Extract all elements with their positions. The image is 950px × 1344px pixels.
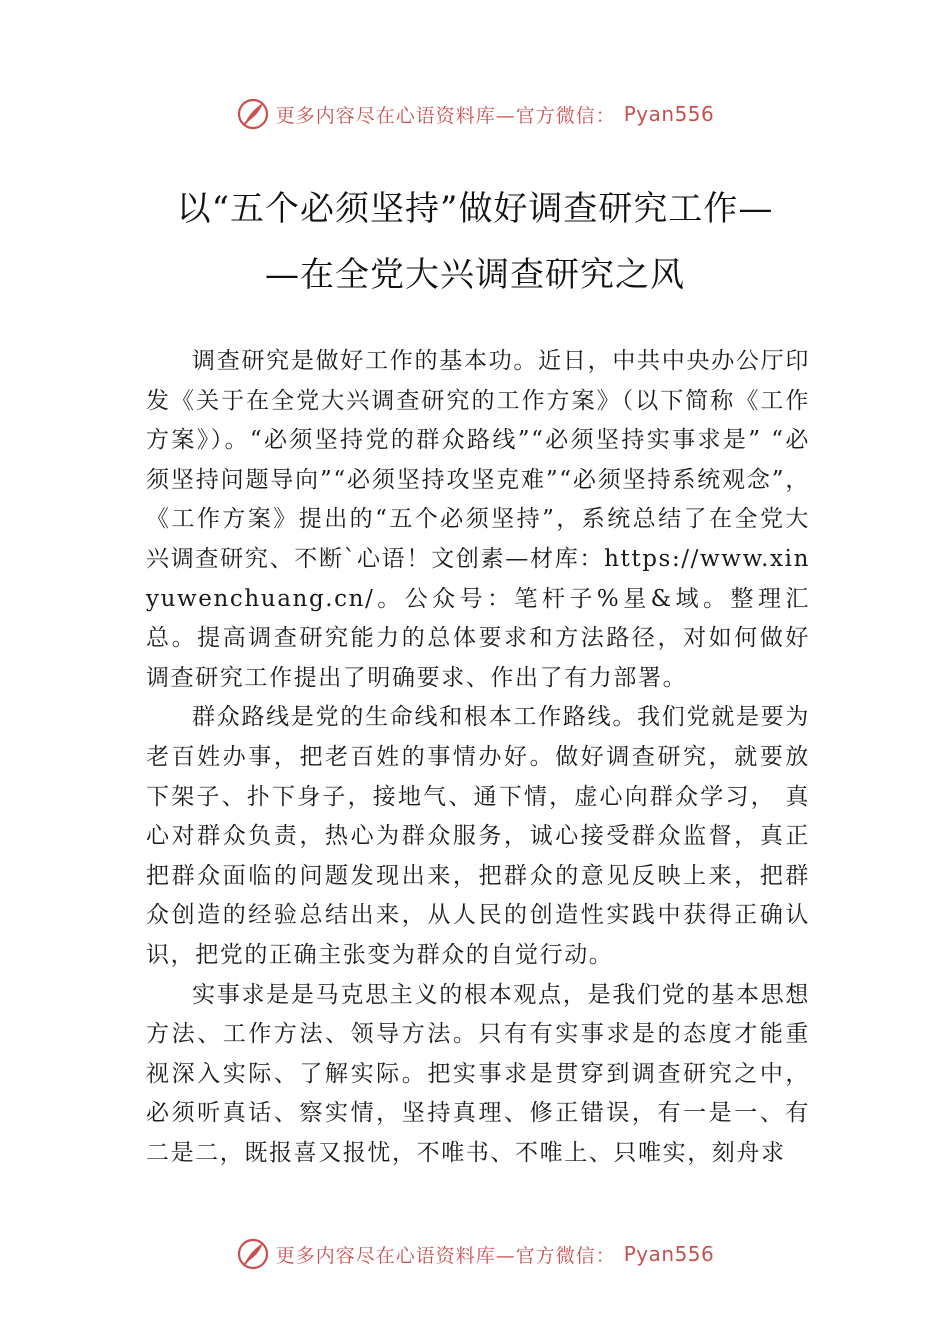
paragraph: 群众路线是党的生命线和根本工作路线。我们党就是要为老百姓办事，把老百姓的事情办好。做好调查研究，就要放下架子、扑下身子，接地气、通下情，虚心向群众学习， 真心对群众负责，热心为群众服务，诚心接受群众监督，真正把群众面临的问题发现出来，把群众的意见反映上来，把群众创造的经验总结出来，从人民的创造性实践中获得正确认识，把党的正确主张变为群众的自觉行动。 bbox=[146, 704, 810, 968]
watermark-text: 更多内容尽在心语资料库—官方微信： bbox=[275, 104, 616, 127]
paragraph: 实事求是是马克思主义的根本观点，是我们党的基本思想方法、工作方法、领导方法。只有有实事求是的态度才能重视深入实际、了解实际。把实事求是贯穿到调查研究之中，必须听真话、察实情，坚持真理、修正错误，有一是一、有二是二，既报喜又报忧，不唯书、不唯上、只唯实，刻舟求 bbox=[146, 981, 810, 1166]
footer-watermark bbox=[0, 1234, 950, 1274]
watermark-wechat-id: Pyan556 bbox=[623, 1242, 715, 1266]
paragraph: 调查研究是做好工作的基本功。近日，中共中央办公厅印发《关于在全党大兴调查研究的工作方案》（以下简称《工作方案》）。“必须坚持党的群众路线”“必须坚持实事求是” “必须坚持问题导向”“必须坚持攻坚克难”“必须坚持系统观念”，《工作方案》提出的“五个必须坚持”，系统总结了在全党大兴调查研究、不断`心语！文创素—材库：https://www.xinyuwenchuang.cn/。公众号：笔杆子%星&域。整理汇总。提高调查研究能力的总体要求和方法路径，对如何做好调查研究工作提出了明确要求、作出了有力部署。 bbox=[146, 348, 810, 691]
watermark-text: 更多内容尽在心语资料库—官方微信： bbox=[275, 1244, 616, 1267]
header-watermark bbox=[0, 94, 950, 134]
document-body bbox=[146, 342, 810, 1173]
title-line-1: 以“五个必须坚持”做好调查研究工作— bbox=[176, 189, 774, 229]
quill-pen-icon bbox=[236, 97, 270, 131]
watermark-wechat-id: Pyan556 bbox=[623, 102, 715, 126]
document-title bbox=[120, 176, 830, 308]
title-line-2: —在全党大兴调查研究之风 bbox=[265, 255, 685, 295]
quill-pen-icon bbox=[236, 1237, 270, 1271]
